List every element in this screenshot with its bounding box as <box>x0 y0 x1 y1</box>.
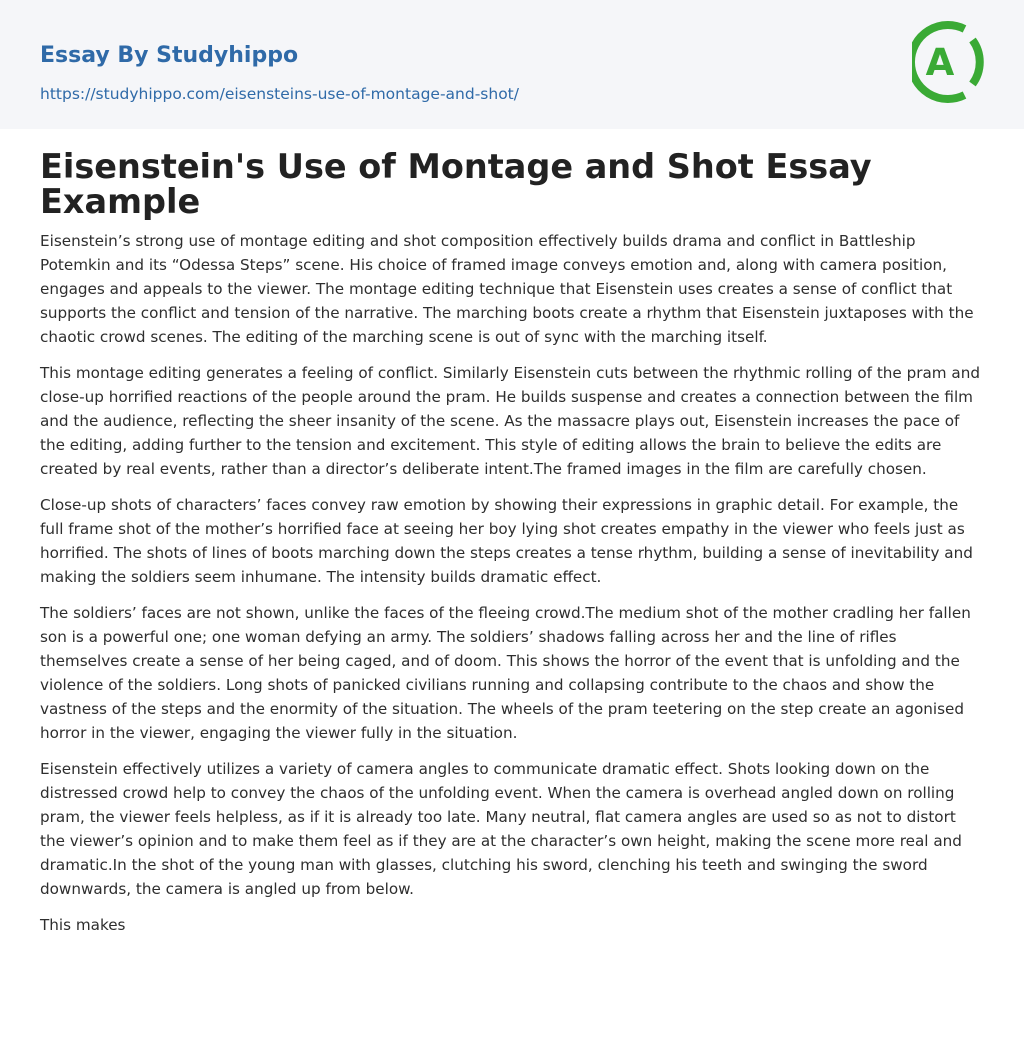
brand-title[interactable]: Essay By Studyhippo <box>40 43 299 68</box>
logo-letter: A <box>925 41 955 84</box>
article-body <box>0 149 1024 937</box>
article-paragraph: This makes <box>40 916 126 934</box>
studyhippo-logo-icon[interactable] <box>912 19 986 105</box>
logo-ring-right <box>973 40 980 84</box>
article-paragraph: Close-up shots of characters’ faces convey raw emotion by showing their expressions in graphic detail. For example, the full frame shot of the mother’s horrified face at seeing her boy lying shot creates empathy in the viewer who feels just as horrified. The shots of lines of boots marching down the steps creates a tense rhythm, building a sense of inevitability and making the soldiers seem inhumane. The intensity builds dramatic effect. <box>40 496 973 586</box>
article-paragraph: The soldiers’ faces are not shown, unlike the faces of the fleeing crowd.The medium shot of the mother cradling her fallen son is a powerful one; one woman defying an army. The soldiers’ shadows falling across her and the line of rifles themselves create a sense of her being caged, and of doom. This shows the horror of the event that is unfolding and the violence of the soldiers. Long shots of panicked civilians running and collapsing contribute to the chaos and show the vastness of the steps and the enormity of the situation. The wheels of the pram teetering on the step create an agonised horror in the viewer, engaging the viewer fully in the situation. <box>40 604 971 742</box>
page-title: Eisenstein's Use of Montage and Shot Essay Example <box>40 147 872 221</box>
article-url-link[interactable]: https://studyhippo.com/eisensteins-use-of-montage-and-shot/ <box>40 85 519 103</box>
article-paragraph: Eisenstein’s strong use of montage editing and shot composition effectively builds drama and conflict in Battleship Potemkin and its “Odessa Steps” scene. His choice of framed image conveys emotion and, along with camera position, engages and appeals to the viewer. The montage editing technique that Eisenstein uses creates a sense of conflict that supports the conflict and tension of the narrative. The marching boots create a rhythm that Eisenstein juxtaposes with the chaotic crowd scenes. The editing of the marching scene is out of sync with the marching itself. <box>40 232 974 346</box>
article-paragraph: Eisenstein effectively utilizes a variety of camera angles to communicate dramatic effect. Shots looking down on the distressed crowd help to convey the chaos of the unfolding event. When the camera is overhead angled down on rolling pram, the viewer feels helpless, as if it is already too late. Many neutral, flat camera angles are used so as not to distort the viewer’s opinion and to make them feel as if they are at the character’s own height, making the scene more real and dramatic.In the shot of the young man with glasses, clutching his sword, clenching his teeth and swinging the sword downwards, the camera is angled up from below. <box>40 760 962 898</box>
article-paragraph: This montage editing generates a feeling of conflict. Similarly Eisenstein cuts between the rhythmic rolling of the pram and close-up horrified reactions of the people around the pram. He builds suspense and creates a connection between the film and the audience, reflecting the sheer insanity of the scene. As the massacre plays out, Eisenstein increases the pace of the editing, adding further to the tension and excitement. This style of editing allows the brain to believe the edits are created by real events, rather than a director’s deliberate intent.The framed images in the film are carefully chosen. <box>40 364 980 478</box>
site-header <box>0 0 1024 129</box>
